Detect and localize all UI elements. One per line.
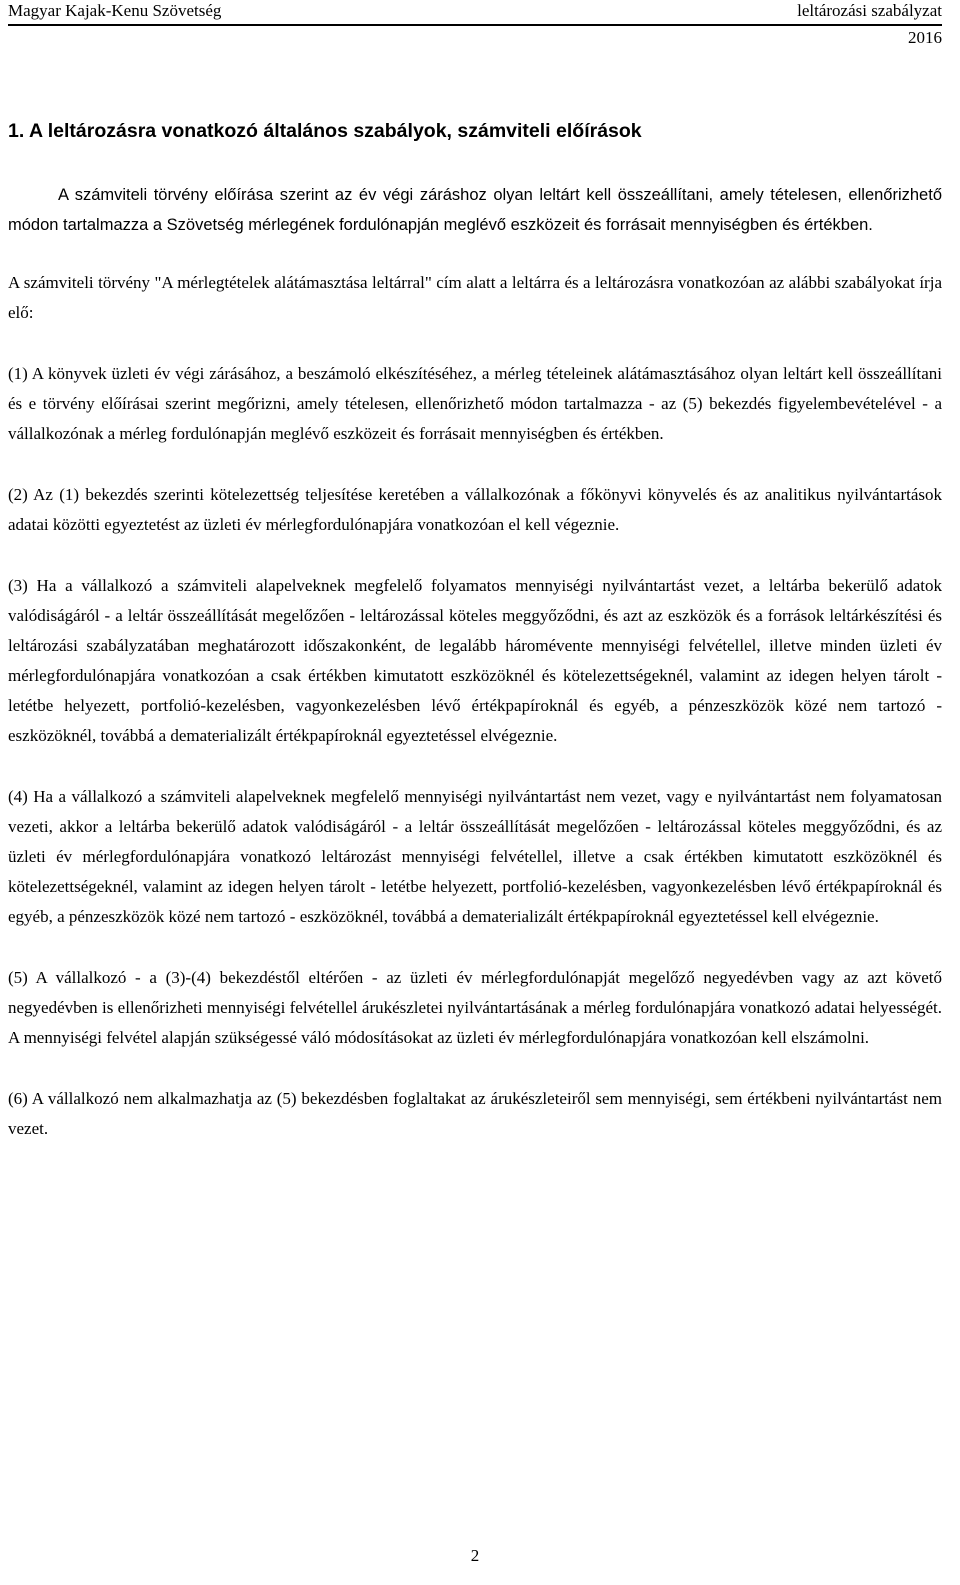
paragraph-clause-5: (5) A vállalkozó - a (3)-(4) bekezdéstől eltérően - az üzleti év mérlegfordulónapját megelőző negyedévben vagy az azt követő negyedévben is ellenőrizheti mennyiségi felvétellel árukészletei nyilvántartásának a mérleg fordulónapjára vonatkozó adatai helyességét. A mennyiségi felvétel alapján szükségessé váló módosításokat az üzleti év mérlegfordulónapjára vonatkozóan kell elszámolni.	[8, 968, 942, 1047]
page-content	[8, 119, 942, 1144]
paragraph-clause-6: (6) A vállalkozó nem alkalmazhatja az (5) bekezdésben foglaltakat az árukészleteiről sem mennyiségi, sem értékbeni nyilvántartást nem vezet.	[8, 1089, 942, 1138]
paragraph-clause-4: (4) Ha a vállalkozó a számviteli alapelveknek megfelelő mennyiségi nyilvántartást nem vezet, vagy e nyilvántartást nem folyamatosan vezeti, akkor a leltárba bekerülő adatok valódiságáról - a leltár összeállítását megelőzően - leltározással köteles meggyőződni, és az üzleti év mérlegfordulónapjára vonatkozó leltározást mennyiségi felvétellel, illetve a csak értékben kimutatott eszközöknél és kötelezettségeknél, valamint az idegen helyen tárolt - letétbe helyezett, portfolió-kezelésben, vagyonkezelésben lévő értékpapíroknál és egyéb, a pénzeszközök közé nem tartozó - eszközöknél, továbbá a dematerializált értékpapíroknál egyeztetéssel kell elvégeznie.	[8, 787, 942, 926]
paragraph-intro: A számviteli törvény előírása szerint az év végi záráshoz olyan leltárt kell összeállítani, amely tételesen, ellenőrizhető módon tartalmazza a Szövetség mérlegének fordulónapján meglévő eszközeit és forrásait mennyiségben és értékben.	[8, 186, 942, 234]
header-document-title: leltározási szabályzat	[797, 1, 942, 20]
header-year: 2016	[908, 28, 942, 47]
paragraph-clause-1: (1) A könyvek üzleti év végi zárásához, a beszámoló elkészítéséhez, a mérleg tételeinek alátámasztásához olyan leltárt kell összeállítani és e törvény előírásai szerint megőrizni, amely tételesen, ellenőrizhető módon tartalmazza - az (5) bekezdés figyelembevételével - a vállalkozónak a mérleg fordulónapján meglévő eszközeit és forrásait mennyiségben és értékben.	[8, 364, 942, 443]
paragraph-clause-3: (3) Ha a vállalkozó a számviteli alapelveknek megfelelő folyamatos mennyiségi nyilvántartást vezet, a leltárba bekerülő adatok valódiságáról - a leltár összeállítását megelőzően - leltározással köteles meggyőződni, és azt az eszközök és a források leltárkészítési és leltározási szabályzatában meghatározott időszakonként, de legalább háromévente mennyiségi felvétellel, illetve minden üzleti év mérlegfordulónapjára vonatkozóan a csak értékben kimutatott eszközöknél és kötelezettségeknél, valamint az idegen helyen tárolt - letétbe helyezett, portfolió-kezelésben, vagyonkezelésben lévő értékpapíroknál és egyéb, a pénzeszközök közé nem tartozó - eszközöknél, továbbá a dematerializált értékpapíroknál egyeztetéssel elvégeznie.	[8, 576, 942, 745]
paragraph-clause-2: (2) Az (1) bekezdés szerinti kötelezettség teljesítése keretében a vállalkozónak a főkönyvi könyvelés és az analitikus nyilvántartások adatai közötti egyeztetést az üzleti év mérlegfordulónapjára vonatkozóan el kell végeznie.	[8, 485, 942, 534]
paragraph-law-intro: A számviteli törvény "A mérlegtételek alátámasztása leltárral" cím alatt a leltárra és a leltározásra vonatkozóan az alábbi szabályokat írja elő:	[8, 273, 942, 322]
header-organization: Magyar Kajak-Kenu Szövetség	[8, 1, 222, 20]
page-number: 2	[470, 1546, 480, 1565]
document-page	[8, 0, 942, 1585]
page-header	[8, 0, 942, 26]
section-title: 1. A leltározásra vonatkozó általános szabályok, számviteli előírások	[8, 120, 642, 142]
